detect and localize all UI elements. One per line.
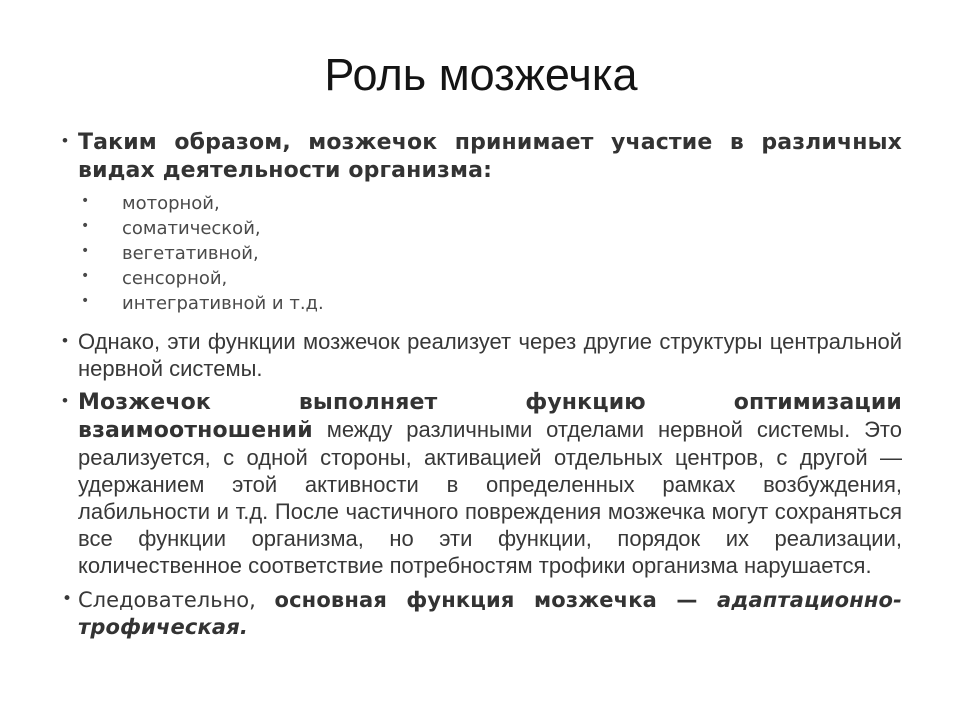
sub-bullet-item-sensory: • сенсорной, bbox=[60, 266, 902, 291]
sub-bullet-list bbox=[60, 191, 902, 316]
sub-bullet-item-vegetative: • вегетативной, bbox=[60, 241, 902, 266]
bullet-paragraph-optimization-function: • Мозжечок выполняет функцию оптимизации взаимоотношений между различными отделами нервной системы. Это реализуется, с одной стороны, активацией отдельных центров, с другой — удержанием этой активности в определенных рамках возбуждения, лабильности и т.д. После частичного повреждения мозжечка могут сохраняться все функции организма, но эти функции, порядок их реализации, количественное соответствие потребностям трофики организма нарушается. bbox=[60, 388, 902, 579]
bullet-paragraph-conclusion: • Следовательно, основная функция мозжечка — адаптационно-трофическая. bbox=[60, 587, 902, 641]
sub-bullet-item-motor: • моторной, bbox=[60, 191, 902, 216]
bullet-paragraph-other-structures: • Однако, эти функции мозжечок реализует через другие структуры центральной нервной системы. bbox=[60, 328, 902, 382]
slide-title: Роль мозжечка bbox=[324, 49, 638, 100]
sub-bullet-item-integrative: • интегративной и т.д. bbox=[60, 291, 902, 316]
sub-bullet-item-somatic: • соматической, bbox=[60, 216, 902, 241]
bullet-paragraph-organism-activities: • Таким образом, мозжечок принимает участие в различных видах деятельности организма: bbox=[60, 128, 902, 184]
slide-body bbox=[60, 128, 902, 641]
